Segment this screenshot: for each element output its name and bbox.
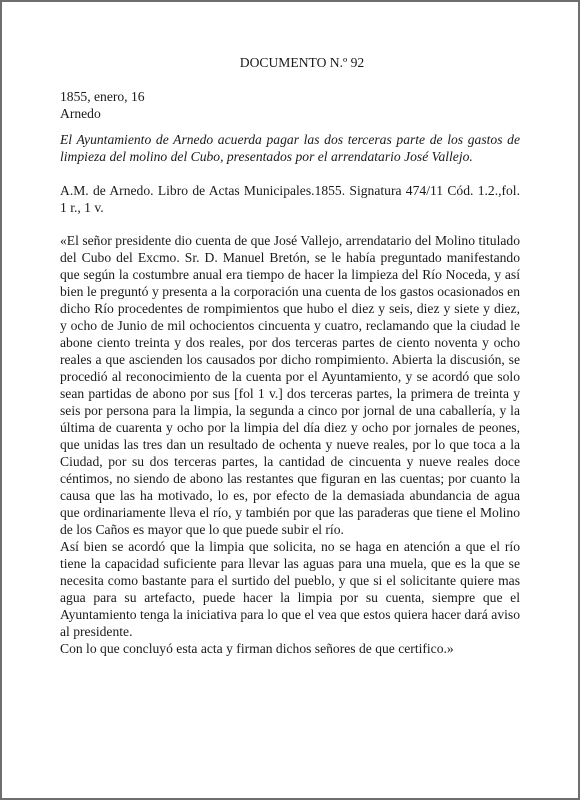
body-paragraph-2: Así bien se acordó que la limpia que solicita, no se haga en atención a que el río tiene la capacidad suficiente para llevar las aguas para una muela, que es la que se necesita como bastante para el surtido del pueblo, y que si el solicitante quiere mas agua para su artefacto, puede hacer la limpia por su cuenta, siempre que el Ayuntamiento tenga la iniciativa para lo que el vea que estos quiera hacer dará aviso al presidente. (60, 539, 520, 639)
document-source: A.M. de Arnedo. Libro de Actas Municipales.1855. Signatura 474/11 Cód. 1.2.,fol. 1 r., 1 v. (60, 183, 520, 215)
body-paragraph-1: «El señor presidente dio cuenta de que José Vallejo, arrendatario del Molino titulado del Cubo del Excmo. Sr. D. Manuel Bretón, se le había preguntado manifestando que según la costumbre anual era tiempo de hacer la limpieza del Río Noceda, y así bien le preguntó y presenta a la corporación una cuenta de los gastos ocasionados en dicho Río procedentes de rompimientos que hubo el diez y seis, diez y siete y diez, y ocho de Junio de mil ochocientos cincuenta y cuatro, reclamando que la ciudad le abone ciento treinta y dos reales, por dos terceras partes de ciento noventa y ocho reales a que ascienden los causados por dicho rompimiento. Abierta la discusión, se procedió al reconocimiento de la cuenta por el Ayuntamiento, y se acordó que solo sean partidas de abono por sus [fol 1 v.] dos terceras partes, la primera de treinta y seis por persona para la limpia, la segunda a cinco por jornal de una caballería, y la última de cuarenta y ocho por la limpia del día diez y ocho por jornales de peones, que unidas las tres dan un resultado de ochenta y nueve reales, por lo que toca a la Ciudad, por su dos terceras partes, la cantidad de cincuenta y nueve reales doce céntimos, no siendo de abono las restantes que figuran en las cuentas; por cuanto la causa que las ha motivado, lo es, por efecto de la demasiada abundancia de agua que ordinariamente lleva el río, y también por que las paraderas que tiene el Molino de los Caños es mayor que lo que puede subir el río. (60, 233, 520, 537)
document-body (60, 232, 520, 657)
document-date: 1855, enero, 16 (60, 89, 145, 104)
document-place: Arnedo (60, 106, 101, 121)
document-heading: DOCUMENTO N.º 92 (239, 55, 365, 70)
document-summary: El Ayuntamiento de Arnedo acuerda pagar las dos terceras parte de los gastos de limpieza del molino del Cubo, presentados por el arrendatario José Vallejo. (60, 132, 520, 164)
body-paragraph-3: Con lo que concluyó esta acta y firman dichos señores de que certifico.» (60, 641, 454, 656)
date-place-block (60, 88, 520, 122)
